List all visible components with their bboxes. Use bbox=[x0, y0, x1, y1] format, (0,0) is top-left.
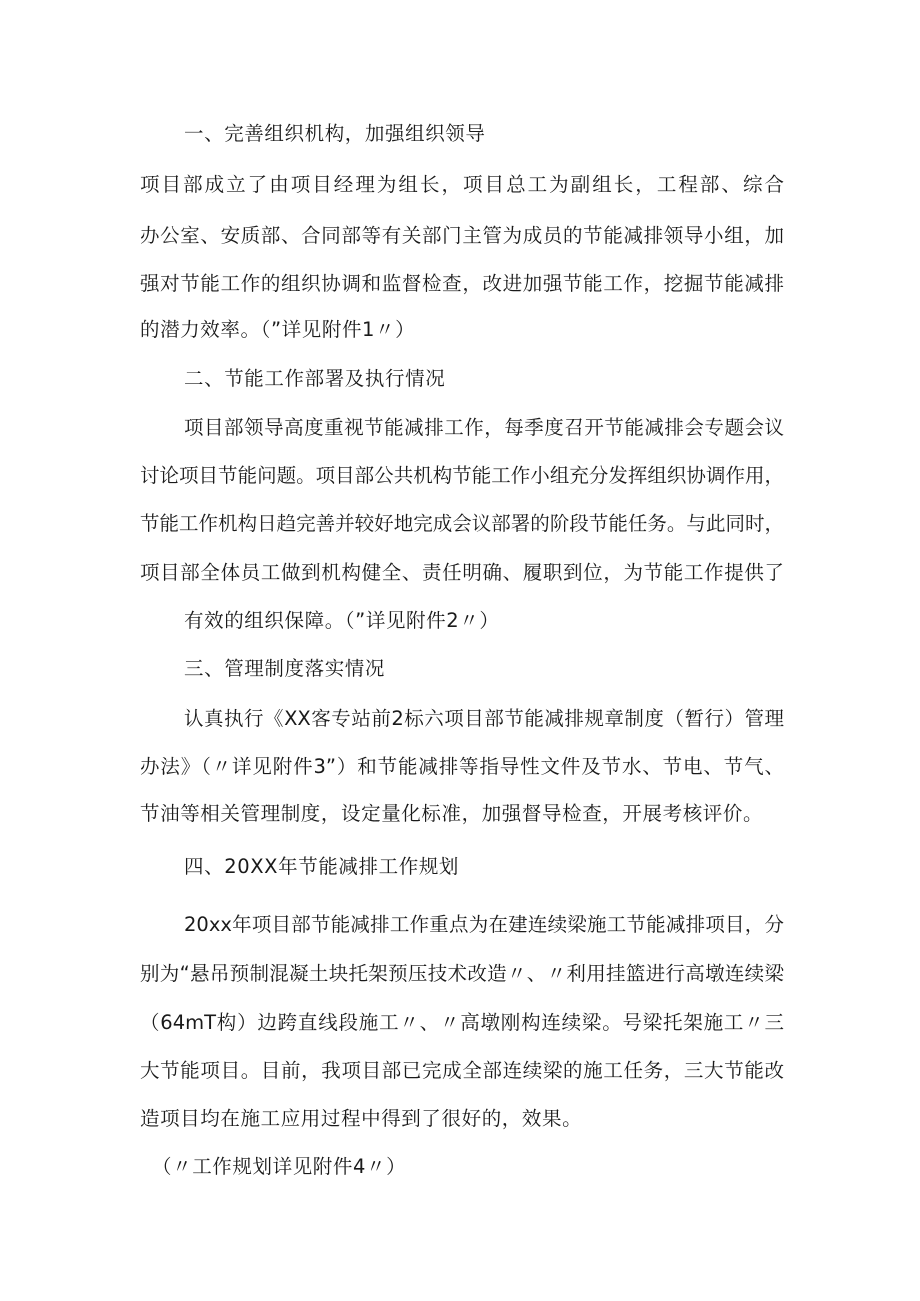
paragraph-line: 造项目均在施工应用过程中得到了很好的，效果。 bbox=[140, 1107, 583, 1130]
paragraph-line: 别为“悬吊预制混凝土块托架预压技术改造〃、〃利用挂篮进行高墩连续梁 bbox=[140, 962, 784, 985]
paragraph-line: 20xx年项目部节能减排工作重点为在建连续梁施工节能减排项目，分 bbox=[184, 913, 784, 936]
paragraph-line: 项目部全体员工做到机构健全、责任明确、履职到位，为节能工作提供了 bbox=[140, 561, 784, 584]
section-heading: 一、完善组织机构，加强组织领导 bbox=[184, 122, 486, 145]
paragraph-line: 项目部领导高度重视节能减排工作，每季度召开节能减排会专题会议 bbox=[184, 416, 784, 439]
paragraph-line: 的潜力效率。（”详见附件1〃） bbox=[140, 318, 416, 341]
paragraph-line: 有效的组织保障。（”详见附件2〃） bbox=[184, 609, 500, 632]
section-heading: 二、节能工作部署及执行情况 bbox=[184, 367, 446, 390]
paragraph-line: （64mT构）边跨直线段施工〃、〃高墩刚构连续梁。号梁托架施工〃三 bbox=[140, 1011, 784, 1034]
paragraph-line: 大节能项目。目前，我项目部已完成全部连续梁的施工任务，三大节能改 bbox=[140, 1059, 784, 1082]
paragraph-line: 办公室、安质部、合同部等有关部门主管为成员的节能减排领导小组，加 bbox=[140, 224, 784, 247]
paragraph-line: （〃工作规划详见附件4〃） bbox=[152, 1155, 407, 1178]
paragraph-line: 办法》（〃详见附件3”）和节能减排等指导性文件及节水、节电、节气、 bbox=[140, 755, 784, 778]
paragraph-line: 认真执行《XX客专站前2标六项目部节能减排规章制度（暂行）管理 bbox=[184, 707, 784, 730]
paragraph-line: 讨论项目节能问题。项目部公共机构节能工作小组充分发挥组织协调作用， bbox=[140, 464, 784, 487]
paragraph-line: 节能工作机构日趋完善并较好地完成会议部署的阶段节能任务。与此同时， bbox=[140, 512, 784, 535]
section-heading: 三、管理制度落实情况 bbox=[184, 657, 386, 680]
paragraph-line: 项目部成立了由项目经理为组长，项目总工为副组长，工程部、综合 bbox=[140, 173, 784, 196]
paragraph-line: 强对节能工作的组织协调和监督检查，改进加强节能工作，挖掘节能减排 bbox=[140, 272, 784, 295]
section-heading: 四、20XX年节能减排工作规划 bbox=[184, 855, 460, 878]
paragraph-line: 节油等相关管理制度，设定量化标准，加强督导检查，开展考核评价。 bbox=[140, 802, 764, 825]
